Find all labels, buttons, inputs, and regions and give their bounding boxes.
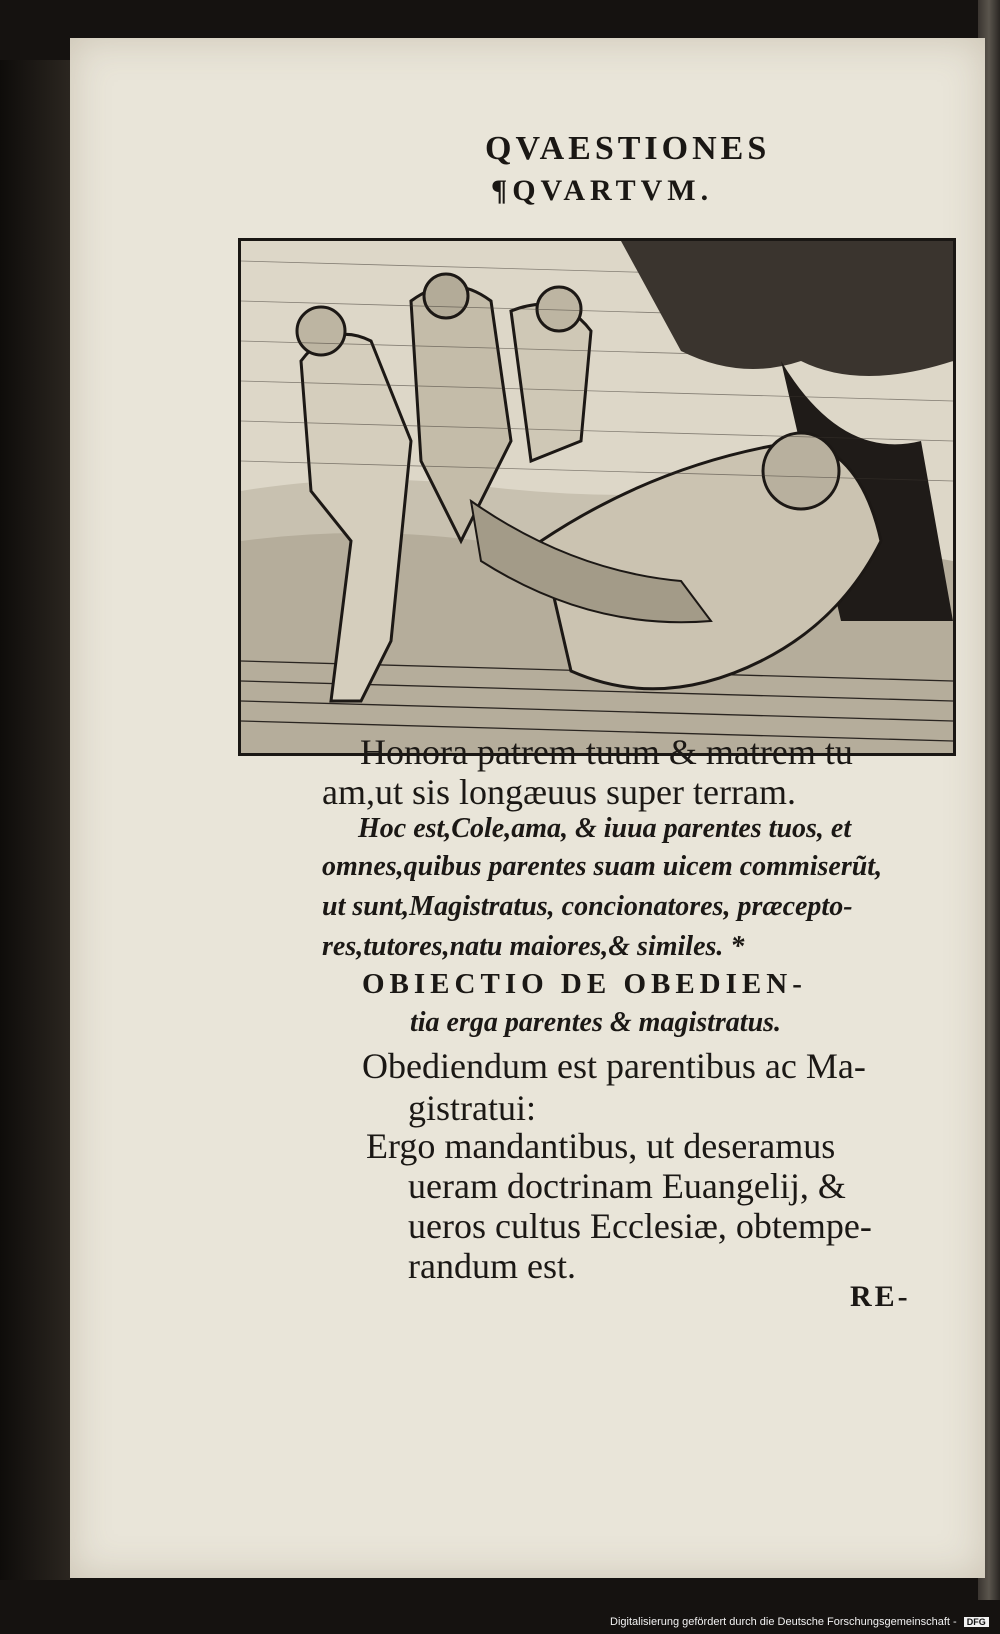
woodcut-image xyxy=(241,241,953,753)
footer-text: Digitalisierung gefördert durch die Deutsche Forschungsgemeinschaft - xyxy=(610,1616,957,1628)
gloss-line-4: res,tutores,natu maiores,& similes. * xyxy=(322,931,745,962)
argument-line-4: ueram doctrinam Euangelij, & xyxy=(408,1166,846,1206)
gloss-line-2: omnes,quibus parentes suam uicem commiserũt, xyxy=(322,851,883,882)
commandment-line-1: Honora patrem tuum & matrem tu xyxy=(360,732,853,772)
page-header xyxy=(485,130,815,208)
dfg-logo: DFG xyxy=(964,1617,989,1627)
argument-line-6: randum est. xyxy=(408,1246,576,1286)
gloss-line-3: ut sunt,Magistratus, concionatores, præcepto- xyxy=(322,891,853,922)
catchword: RE- xyxy=(850,1280,911,1313)
argument-line-1: Obediendum est parentibus ac Ma- xyxy=(362,1046,866,1086)
objectio-title: OBIECTIO DE OBEDIEN- xyxy=(362,968,807,1000)
objectio-subtitle: tia erga parentes & magistratus. xyxy=(410,1007,782,1038)
commandment-line-2: am,ut sis longæuus super terram. xyxy=(322,772,796,812)
section-title: ¶QVARTVM. xyxy=(491,174,714,207)
woodcut-illustration xyxy=(238,238,956,756)
argument-line-3: Ergo mandantibus, ut deseramus xyxy=(366,1126,836,1166)
digitization-footer xyxy=(610,1616,989,1628)
argument-line-2: gistratui: xyxy=(408,1088,536,1128)
running-title: QVAESTIONES xyxy=(485,130,771,167)
argument-line-5: ueros cultus Ecclesiæ, obtempe- xyxy=(408,1206,872,1246)
book-edge xyxy=(0,60,70,1580)
gloss-line-1: Hoc est,Cole,ama, & iuua parentes tuos, et xyxy=(358,813,852,844)
